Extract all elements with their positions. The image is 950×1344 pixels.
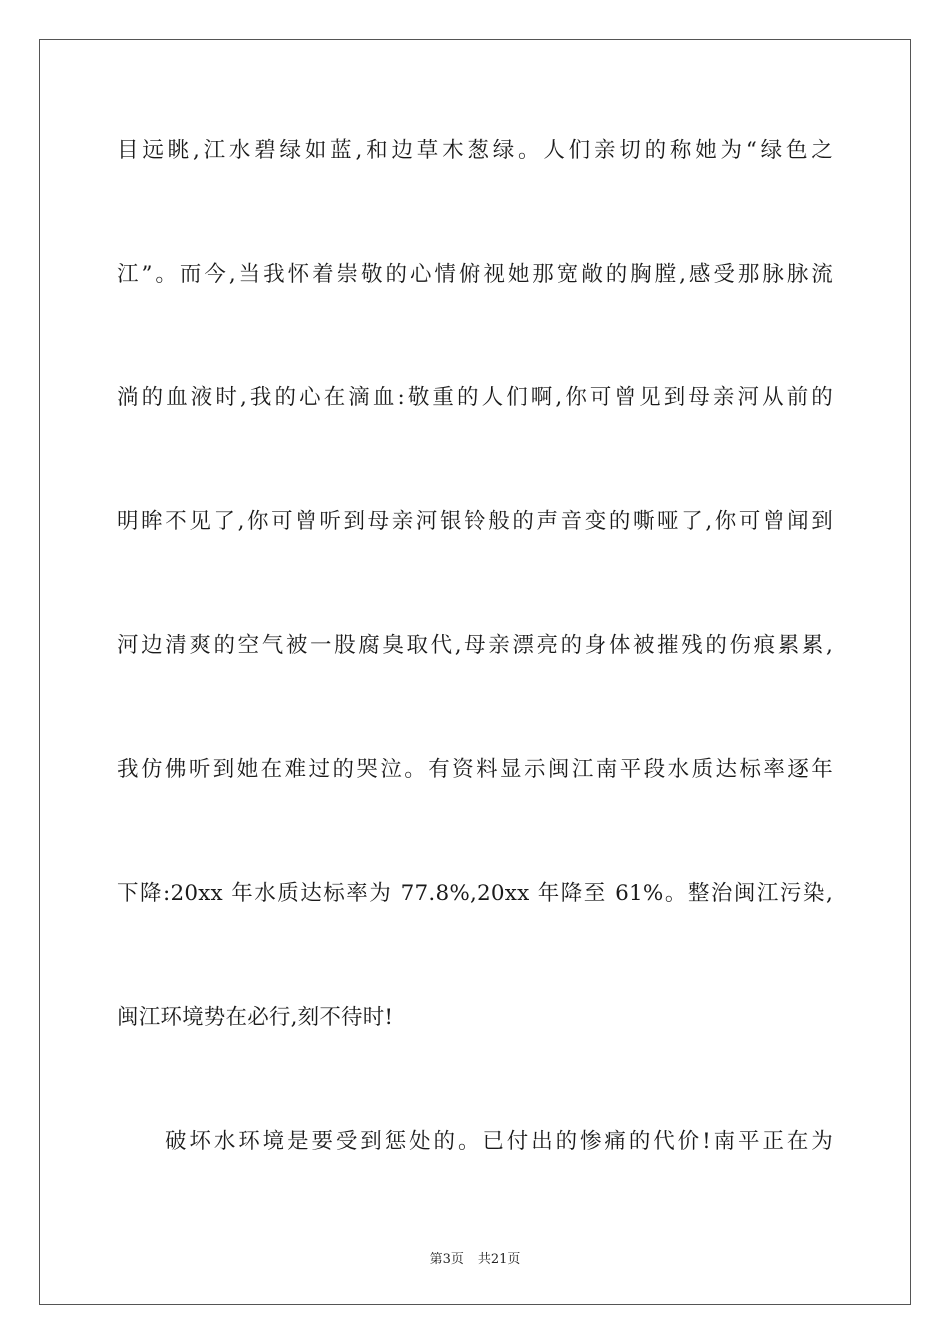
body-text-paragraph-start: 破坏水环境是要受到惩处的。已付出的惨痛的代价!南平正在为: [165, 1129, 833, 1154]
body-text-line-4: 明眸不见了,你可曾听到母亲河银铃般的声音变的嘶哑了,你可曾闻到: [117, 509, 833, 534]
body-text-line-1: 目远眺,江水碧绿如蓝,和边草木葱绿。人们亲切的称她为“绿色之: [117, 138, 833, 163]
body-text-line-8: 闽江环境势在必行,刻不待时!: [117, 1005, 394, 1030]
page-total: 共21页: [477, 1252, 521, 1267]
body-text-line-5: 河边清爽的空气被一股腐臭取代,母亲漂亮的身体被摧残的伤痕累累,: [117, 633, 833, 658]
page-footer: [0, 1248, 950, 1267]
body-text-line-2: 江”。而今,当我怀着崇敬的心情俯视她那宽敞的胸膛,感受那脉脉流: [117, 262, 833, 287]
body-text-line-6: 我仿佛听到她在难过的哭泣。有资料显示闽江南平段水质达标率逐年: [117, 757, 833, 782]
page-number: 第3页: [429, 1252, 464, 1267]
page-border: [39, 39, 911, 1305]
body-text-line-3: 淌的血液时,我的心在滴血:敬重的人们啊,你可曾见到母亲河从前的: [117, 385, 833, 410]
body-text-line-7: 下降:20xx 年水质达标率为 77.8%,20xx 年降至 61%。整治闽江污染,: [117, 881, 833, 906]
